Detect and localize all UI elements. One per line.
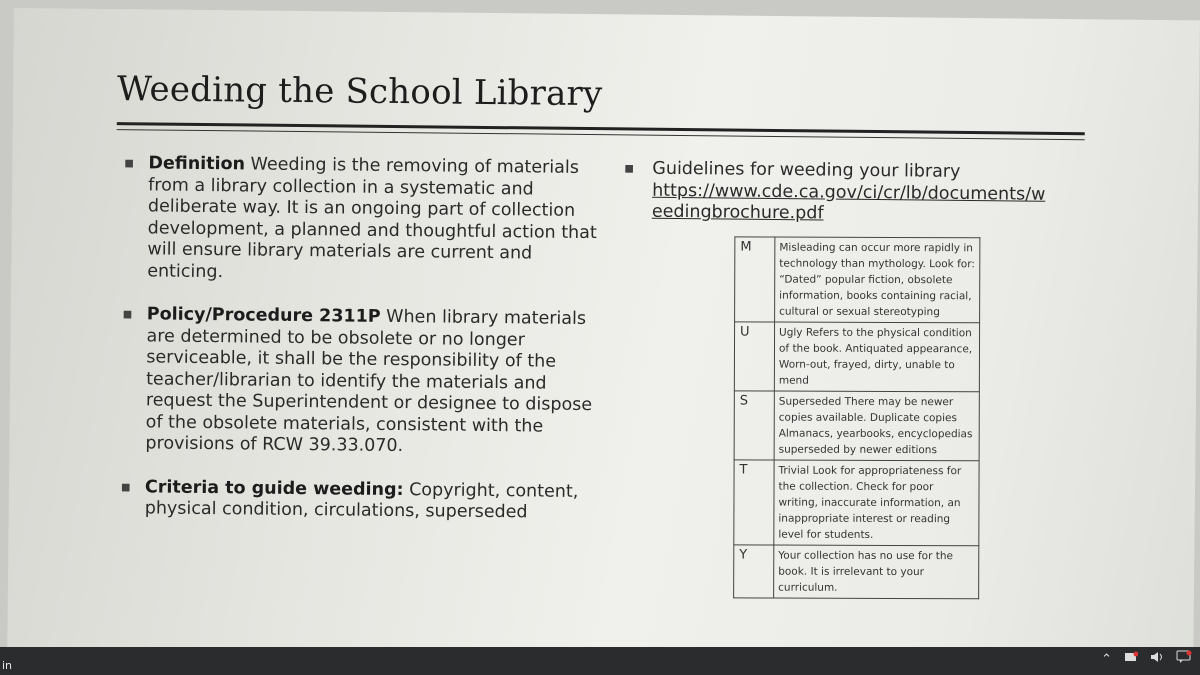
table-row — [735, 237, 980, 323]
bullet-text: When library materials are determined to be obsolete or no longer serviceable, it shall be the responsibility of the teacher/librarian to identify the materials and request the Superintendent or designee to dispose of the obsolete materials, consistent with the provisions of RCW 39.33.070. — [145, 306, 593, 457]
table-letter: M — [735, 237, 775, 322]
taskbar-text[interactable]: in — [2, 659, 13, 672]
table-description: Trivial Look for appropriateness for the collection. Check for poor writing, inaccurate information, an inappropriate interest or reading level for students. — [774, 460, 979, 546]
bullet-definition — [123, 153, 614, 287]
bullet-square-icon: ■ — [124, 158, 134, 170]
table-row — [734, 391, 979, 461]
left-bullet-list — [120, 153, 614, 547]
table-row — [734, 322, 979, 392]
system-tray — [1101, 650, 1192, 668]
bullet-label: Definition — [148, 153, 246, 175]
table-description: Your collection has no use for the book. It is irrelevant to your curriculum. — [774, 545, 979, 599]
must-table — [733, 236, 980, 599]
bullet-text: Copyright, content, physical condition, circulations, superseded — [144, 479, 579, 523]
table-row — [734, 460, 979, 546]
bullet-label: Criteria to guide weeding: — [144, 476, 404, 500]
table-description: Misleading can occur more rapidly in technology than mythology. Look for: “Dated” popular fiction, obsolete information, books containing racial, cultural or sexual stereotyping — [775, 237, 980, 323]
taskbar — [0, 647, 1200, 675]
presentation-slide — [7, 8, 1200, 660]
chevron-up-icon[interactable]: ⌃ — [1101, 651, 1112, 667]
table-letter: Y — [734, 545, 774, 598]
guidelines-link[interactable]: https://www.cde.ca.gov/ci/cr/lb/documents/weedingbrochure.pdf — [651, 180, 1046, 224]
bullet-criteria — [121, 477, 611, 525]
bullet-label: Policy/Procedure 2311P — [146, 304, 381, 327]
bullet-square-icon: ■ — [624, 163, 634, 175]
guidelines-block — [624, 158, 1055, 227]
table-letter: T — [734, 460, 774, 545]
slide-title: Weeding the School Library — [116, 69, 603, 115]
bullet-square-icon: ■ — [120, 481, 131, 493]
volume-icon[interactable] — [1150, 651, 1164, 667]
table-letter: S — [734, 391, 774, 460]
table-description: Ugly Refers to the physical condition of the book. Antiquated appearance, Worn-out, frayed, dirty, unable to mend — [774, 322, 979, 392]
bullet-square-icon: ■ — [122, 309, 133, 321]
notification-icon[interactable] — [1124, 651, 1138, 667]
bullet-policy — [121, 304, 613, 460]
chat-icon[interactable] — [1176, 650, 1192, 668]
table-row — [734, 545, 979, 599]
guidelines-text: Guidelines for weeding your library — [652, 158, 961, 182]
table-description: Superseded There may be newer copies available. Duplicate copies Almanacs, yearbooks, encyclopedias superseded by newer editions — [774, 391, 979, 461]
bullet-text: Weeding is the removing of materials from a library collection in a systematic and deliberate way. It is an ongoing part of collection development, a planned and thoughtful action that will ensure library materials are current and enticing. — [147, 154, 597, 282]
table-letter: U — [734, 322, 774, 391]
